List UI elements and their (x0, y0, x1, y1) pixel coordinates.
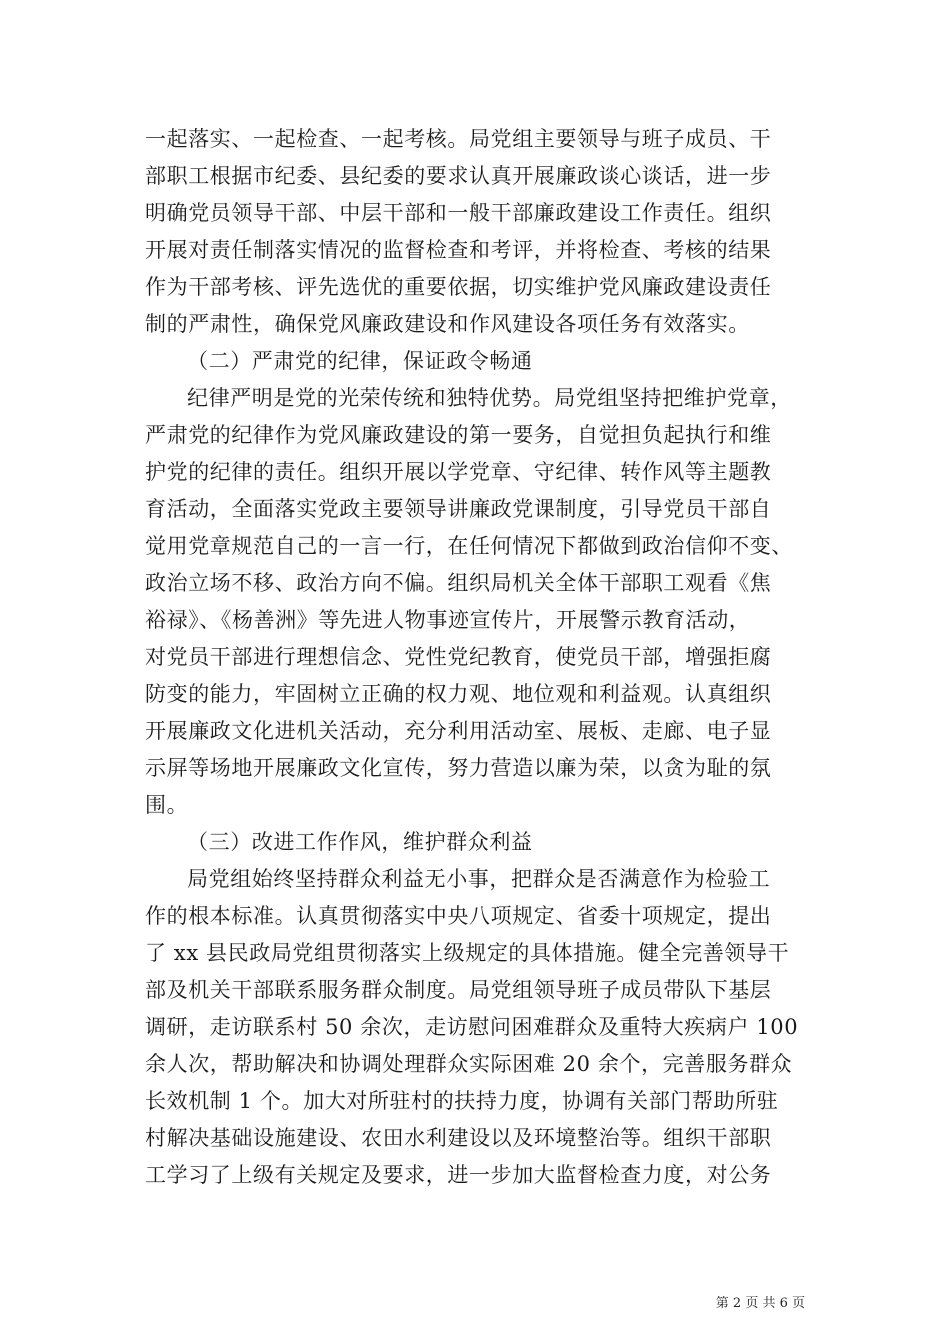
paragraph-line: 裕禄》、《杨善洲》等先进人物事迹宣传片，开展警示教育活动， (145, 608, 751, 632)
section-heading: （三）改进工作作风，维护群众利益 (187, 830, 533, 854)
paragraph-line: 育活动，全面落实党政主要领导讲廉政党课制度，引导党员干部自 (145, 497, 772, 521)
paragraph-line: 围。 (145, 793, 189, 817)
paragraph-line: 村解决基础设施建设、农田水利建设以及环境整治等。组织干部职 (145, 1126, 772, 1150)
paragraph-line: 一起落实、一起检查、一起考核。局党组主要领导与班子成员、干 (145, 127, 772, 151)
paragraph-line: 开展对责任制落实情况的监督检查和考评，并将检查、考核的结果 (145, 238, 772, 262)
paragraph-line: 工学习了上级有关规定及要求，进一步加大监督检查力度，对公务 (145, 1163, 772, 1187)
paragraph-line: 严肃党的纪律作为党风廉政建设的第一要务，自觉担负起执行和维 (145, 423, 772, 447)
paragraph-line: 调研，走访联系村 50 余次，走访慰问困难群众及重特大疾病户 100 (145, 1015, 799, 1039)
paragraph-line: 纪律严明是党的光荣传统和独特优势。局党组坚持把维护党章， (187, 386, 792, 410)
page-number: 第 2 页 共 6 页 (715, 1296, 805, 1311)
paragraph-line: 局党组始终坚持群众利益无小事，把群众是否满意作为检验工 (187, 867, 771, 891)
paragraph-line: 部及机关干部联系服务群众制度。局党组领导班子成员带队下基层 (145, 978, 772, 1002)
paragraph-line: 对党员干部进行理想信念、党性党纪教育，使党员干部，增强拒腐 (145, 645, 772, 669)
paragraph-line: 制的严肃性，确保党风廉政建设和作风建设各项任务有效落实。 (145, 312, 750, 336)
paragraph-line: 示屏等场地开展廉政文化宣传，努力营造以廉为荣，以贪为耻的氛 (145, 756, 772, 780)
paragraph-line: 觉用党章规范自己的一言一行，在任何情况下都做到政治信仰不变、 (145, 534, 793, 558)
paragraph-line: 了 xx 县民政局党组贯彻落实上级规定的具体措施。健全完善领导干 (145, 941, 790, 965)
paragraph-line: 护党的纪律的责任。组织开展以学党章、守纪律、转作风等主题教 (145, 460, 772, 484)
paragraph-line: 政治立场不移、政治方向不偏。组织局机关全体干部职工观看《焦 (145, 571, 772, 595)
paragraph-line: 作为干部考核、评先选优的重要依据，切实维护党风廉政建设责任 (145, 275, 772, 299)
paragraph-line: 余人次，帮助解决和协调处理群众实际困难 20 余个，完善服务群众 (145, 1052, 793, 1076)
paragraph-line: 长效机制 1 个。加大对所驻村的扶持力度，协调有关部门帮助所驻 (145, 1089, 779, 1113)
paragraph-line: 防变的能力，牢固树立正确的权力观、地位观和利益观。认真组织 (145, 682, 772, 706)
section-heading: （二）严肃党的纪律，保证政令畅通 (187, 349, 533, 373)
paragraph-line: 明确党员领导干部、中层干部和一般干部廉政建设工作责任。组织 (145, 201, 772, 225)
paragraph-line: 开展廉政文化进机关活动，充分利用活动室、展板、走廊、电子显 (145, 719, 772, 743)
paragraph-line: 部职工根据市纪委、县纪委的要求认真开展廉政谈心谈话，进一步 (145, 164, 772, 188)
paragraph-line: 作的根本标准。认真贯彻落实中央八项规定、省委十项规定，提出 (145, 904, 772, 928)
